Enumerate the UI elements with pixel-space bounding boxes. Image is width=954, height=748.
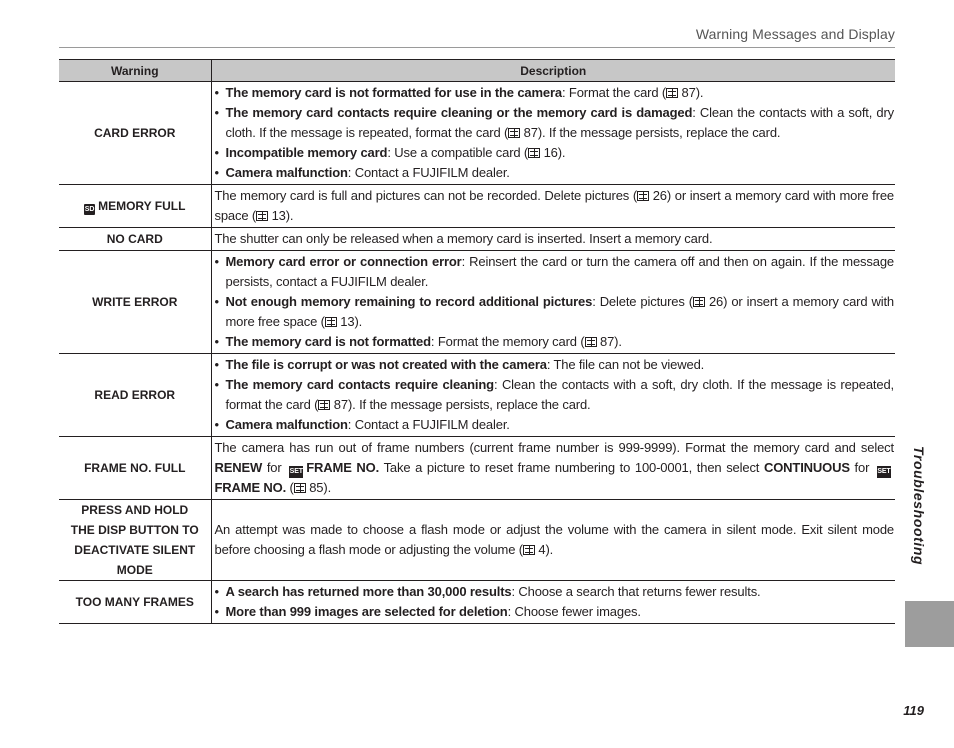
book-reference-icon — [256, 211, 268, 221]
list-item: • Not enough memory remaining to record additional pictures: Delete pictures ( 26) or insert a memory card with more free space ( 13). — [214, 294, 894, 329]
section-thumb-tab — [905, 601, 954, 647]
bullet-icon: • — [214, 145, 219, 160]
list-item: • The file is corrupt or was not created with the camera: The file can not be viewed. — [215, 355, 895, 375]
description-silent-mode: An attempt was made to choose a flash mode or adjust the volume with the camera in silent mode. Exit silent mode before choosing a flash mode or adjusting the volume ( 4). — [211, 500, 895, 581]
section-header-title: Warning Messages and Display — [695, 26, 895, 42]
bullet-icon: • — [214, 105, 219, 120]
list-item: • Camera malfunction: Contact a FUJIFILM dealer. — [215, 415, 895, 435]
bullet-icon: • — [214, 584, 219, 599]
list-item: • The memory card contacts require cleaning or the memory card is damaged: Clean the contacts with a soft, dry cloth. If the message is repeated, format the card ( 87). If the message persists, replace the card. — [214, 105, 894, 140]
bullet-icon: • — [214, 604, 219, 619]
warning-card-error: CARD ERROR — [59, 82, 211, 185]
section-side-label: Troubleshooting — [911, 446, 927, 566]
list-item: • The memory card is not formatted: Format the memory card ( 87). — [215, 332, 895, 352]
bullet-icon: • — [214, 165, 219, 180]
description-write-error — [211, 251, 895, 354]
list-item: • Incompatible memory card: Use a compatible card ( 16). — [215, 143, 895, 163]
warning-read-error: READ ERROR — [59, 354, 211, 437]
warning-memory-full: SD MEMORY FULL — [59, 185, 211, 228]
table-row — [59, 82, 895, 185]
frame-number-icon: SET — [289, 466, 303, 478]
bullet-icon: • — [214, 294, 219, 309]
sd-card-icon: SD — [84, 206, 95, 213]
book-reference-icon — [666, 88, 678, 98]
bullet-icon: • — [214, 417, 219, 432]
page-number: 119 — [903, 703, 924, 718]
bullet-icon: • — [214, 357, 219, 372]
header-divider — [59, 47, 895, 48]
book-reference-icon — [325, 317, 337, 327]
book-reference-icon — [637, 191, 649, 201]
book-reference-icon — [585, 337, 597, 347]
book-reference-icon — [523, 545, 535, 555]
table-row — [59, 581, 895, 624]
list-item: • A search has returned more than 30,000 results: Choose a search that returns fewer results. — [215, 582, 895, 602]
warning-no-card: NO CARD — [59, 228, 211, 251]
description-memory-full: The memory card is full and pictures can not be recorded. Delete pictures ( 26) or insert a memory card with more free space ( 13). — [211, 185, 895, 228]
table-row — [59, 500, 895, 581]
warning-messages-table — [59, 59, 895, 624]
bullet-icon: • — [214, 85, 219, 100]
bullet-icon: • — [214, 334, 219, 349]
list-item: • The memory card contacts require cleaning: Clean the contacts with a soft, dry cloth. If the message is repeated, format the card ( 87). If the message persists, replace the card. — [214, 377, 894, 412]
column-header-description: Description — [211, 60, 895, 82]
table-header-row — [59, 60, 895, 82]
table-row — [59, 185, 895, 228]
column-header-warning: Warning — [59, 60, 211, 82]
description-no-card: The shutter can only be released when a memory card is inserted. Insert a memory card. — [211, 228, 895, 251]
description-card-error — [211, 82, 895, 185]
description-frame-no-full: The camera has run out of frame numbers (current frame number is 999-9999). Format the memory card and select RENEW for SET FRAME NO. Take a picture to reset frame numbering to 100-0001, then select CONTINUOUS for SETFRAME NO. ( 85). — [211, 437, 895, 500]
table-row — [59, 251, 895, 354]
list-item: • More than 999 images are selected for deletion: Choose fewer images. — [215, 602, 895, 622]
description-read-error — [211, 354, 895, 437]
table-row — [59, 354, 895, 437]
book-reference-icon — [318, 400, 330, 410]
table-row — [59, 437, 895, 500]
frame-number-icon: SET — [877, 466, 891, 478]
list-item: • Memory card error or connection error: Reinsert the card or turn the camera off and then on again. If the message persists, contact a FUJIFILM dealer. — [214, 254, 894, 289]
warning-write-error: WRITE ERROR — [59, 251, 211, 354]
description-too-many-frames — [211, 581, 895, 624]
book-reference-icon — [528, 148, 540, 158]
table-row — [59, 228, 895, 251]
list-item: • Camera malfunction: Contact a FUJIFILM dealer. — [215, 163, 895, 183]
list-item: • The memory card is not formatted for use in the camera: Format the card ( 87). — [215, 83, 895, 103]
book-reference-icon — [508, 128, 520, 138]
bullet-icon: • — [214, 377, 219, 392]
book-reference-icon — [693, 297, 705, 307]
warning-too-many-frames: TOO MANY FRAMES — [59, 581, 211, 624]
book-reference-icon — [294, 483, 306, 493]
warning-frame-no-full: FRAME NO. FULL — [59, 437, 211, 500]
bullet-icon: • — [214, 254, 219, 269]
warning-silent-mode: PRESS AND HOLD THE DISP BUTTON TO DEACTIVATE SILENT MODE — [59, 500, 211, 581]
